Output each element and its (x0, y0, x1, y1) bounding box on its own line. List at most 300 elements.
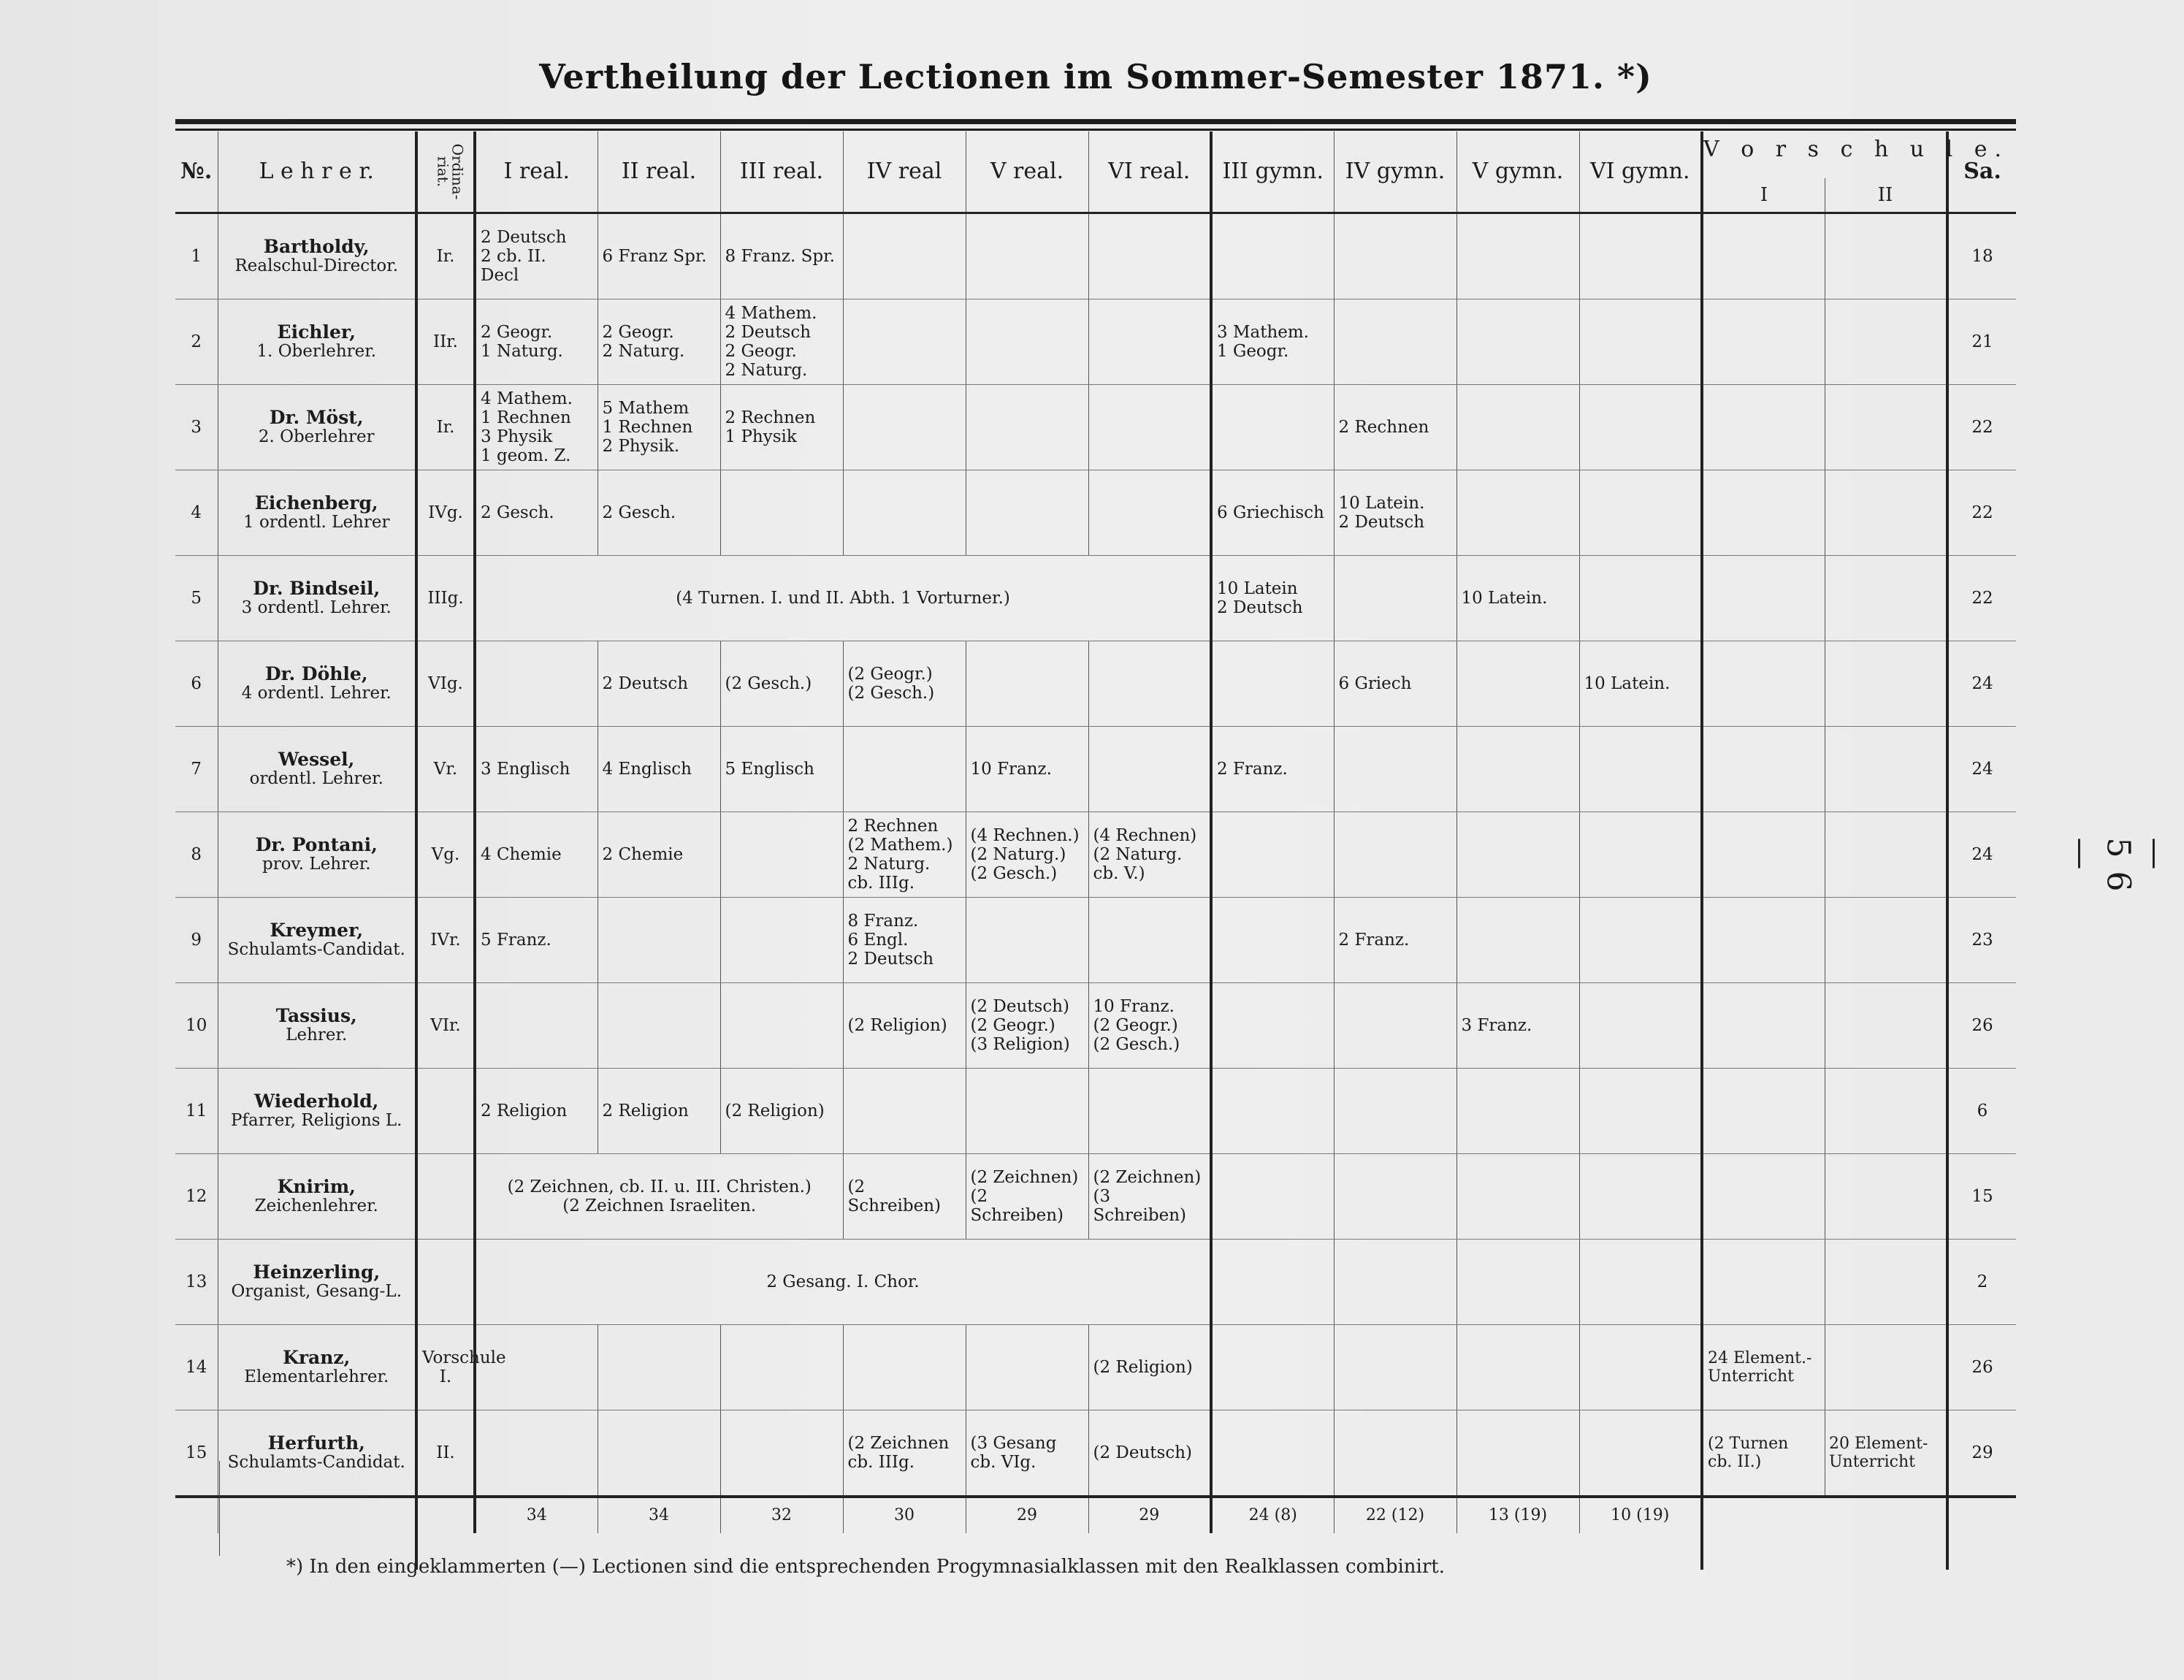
vorschule-cell (1702, 641, 1947, 727)
teacher-title: Realschul-Director. (234, 256, 399, 275)
header-class: VI real. (1088, 131, 1211, 213)
lesson-cell (1211, 1410, 1334, 1497)
lesson-cell (720, 898, 843, 983)
teacher-cell (218, 812, 416, 898)
lesson-cell: 3 Englisch (475, 727, 597, 812)
ordinariat-cell: Vr. (416, 727, 475, 812)
teacher-cell (218, 385, 416, 470)
lesson-cell (1456, 812, 1579, 898)
teacher-cell (218, 1240, 416, 1325)
lesson-cell (1456, 641, 1579, 727)
vorschule-I: I (1760, 184, 1768, 206)
row-total: 22 (1947, 385, 2016, 470)
table-row (175, 812, 2016, 898)
lesson-cell: 5 Franz. (475, 898, 597, 983)
vorschule-II-lesson: 20 Element- Unterricht (1829, 1435, 1928, 1471)
totals-spacer (175, 1497, 218, 1533)
header-ordinariat-label: Ordina- riat. (434, 143, 467, 199)
lesson-cell (475, 641, 597, 727)
lesson-cell: (2 Zeichnen) (3 Schreiben) (1088, 1154, 1211, 1240)
lesson-cell (843, 1325, 966, 1410)
ordinariat-cell (416, 1240, 475, 1325)
teacher-name: Bartholdy, (263, 236, 370, 257)
totals-row (175, 1497, 2016, 1533)
lesson-cell (1211, 1154, 1334, 1240)
teacher-title: Lehrer. (286, 1026, 348, 1045)
row-number: 11 (175, 1069, 218, 1154)
totals-spacer (218, 1497, 416, 1533)
teacher-cell (218, 213, 416, 299)
lesson-cell: 8 Franz. 6 Engl. 2 Deutsch (843, 898, 966, 983)
ordinariat-cell: Ir. (416, 385, 475, 470)
top-rule-thin (175, 129, 2016, 131)
row-total: 26 (1947, 983, 2016, 1069)
teacher-name: Eichler, (277, 321, 356, 343)
teacher-name: Wiederhold, (254, 1091, 379, 1112)
row-number: 1 (175, 213, 218, 299)
lesson-cell: (2 Religion) (843, 983, 966, 1069)
lesson-cell (1579, 727, 1702, 812)
lesson-cell (1211, 1240, 1334, 1325)
teacher-cell (218, 556, 416, 641)
row-total: 23 (1947, 898, 2016, 983)
top-rule (175, 119, 2016, 124)
lesson-cell (1211, 213, 1334, 299)
tail-cell (1456, 1533, 1579, 1570)
lesson-cell (1088, 727, 1211, 812)
lesson-cell (1579, 1325, 1702, 1410)
row-total: 22 (1947, 556, 2016, 641)
lesson-cell (966, 1069, 1088, 1154)
row-total: 21 (1947, 299, 2016, 385)
table-row (175, 1240, 2016, 1325)
lesson-cell (1456, 470, 1579, 556)
lesson-cell (1334, 1325, 1456, 1410)
teacher-title: ordentl. Lehrer. (249, 769, 383, 788)
lesson-cell (1211, 385, 1334, 470)
teacher-title: 1. Oberlehrer. (256, 342, 377, 361)
vorschule-II: II (1877, 184, 1893, 206)
lesson-cell: 3 Franz. (1456, 983, 1579, 1069)
lesson-cell (1211, 641, 1334, 727)
lesson-cell (843, 727, 966, 812)
table-row (175, 470, 2016, 556)
header-ordinariat (416, 131, 475, 213)
lesson-cell (1456, 1410, 1579, 1497)
row-total: 2 (1947, 1240, 2016, 1325)
lesson-cell: (3 Gesang cb. VIg. (966, 1410, 1088, 1497)
teacher-name: Dr. Bindseil, (253, 578, 381, 599)
teacher-title: prov. Lehrer. (261, 855, 371, 874)
lesson-cell (966, 299, 1088, 385)
lesson-cell (1334, 556, 1456, 641)
lesson-cell: 2 Chemie (597, 812, 720, 898)
teacher-name: Herfurth, (267, 1432, 365, 1454)
lesson-cell (597, 983, 720, 1069)
row-number: 2 (175, 299, 218, 385)
lesson-cell: 2 Gesch. (475, 470, 597, 556)
vorschule-cell (1702, 1240, 1947, 1325)
teacher-name: Dr. Döhle, (264, 663, 368, 684)
row-number: 5 (175, 556, 218, 641)
lesson-cell (1088, 898, 1211, 983)
table-row (175, 1325, 2016, 1410)
tail-cell (1579, 1533, 1702, 1570)
table-row (175, 983, 2016, 1069)
lesson-cell: 2 Religion (597, 1069, 720, 1154)
lesson-cell (1579, 812, 1702, 898)
lesson-cell (966, 1325, 1088, 1410)
ordinariat-cell: VIr. (416, 983, 475, 1069)
ordinariat-cell: Vg. (416, 812, 475, 898)
teacher-cell (218, 983, 416, 1069)
lesson-cell: 6 Franz Spr. (597, 213, 720, 299)
teacher-name: Eichenberg, (254, 492, 378, 513)
header-class: II real. (597, 131, 720, 213)
header-class: IV real (843, 131, 966, 213)
lesson-cell (1456, 1325, 1579, 1410)
teacher-name: Wessel, (278, 749, 355, 770)
lesson-cell (843, 1069, 966, 1154)
lesson-cell: 2 Rechnen 1 Physik (720, 385, 843, 470)
row-total: 24 (1947, 641, 2016, 727)
vorschule-cell (1702, 1410, 1947, 1497)
table-row (175, 641, 2016, 727)
lesson-cell: 2 Geogr. 1 Naturg. (475, 299, 597, 385)
left-stub-line (219, 1461, 220, 1556)
lesson-cell (1211, 812, 1334, 898)
lesson-cell (1579, 1069, 1702, 1154)
combined-lesson-cell: (2 Zeichnen, cb. II. u. III. Christen.) (2 Zeichnen Israeliten. (475, 1154, 843, 1240)
row-total: 18 (1947, 213, 2016, 299)
ordinariat-cell: IVg. (416, 470, 475, 556)
lesson-cell (1456, 1240, 1579, 1325)
footnote: *) In den eingeklammerten (—) Lectionen sind die entsprechenden Progymnasialklassen mit den Realklassen combinirt. (286, 1556, 1445, 1578)
lesson-cell (597, 1410, 720, 1497)
lesson-cell (1456, 898, 1579, 983)
row-number: 13 (175, 1240, 218, 1325)
teacher-title: 4 ordentl. Lehrer. (241, 684, 392, 703)
header-class: III real. (720, 131, 843, 213)
ordinariat-cell: VIg. (416, 641, 475, 727)
lesson-cell (597, 1325, 720, 1410)
totals-sa (1947, 1497, 2016, 1533)
lesson-cell: 10 Latein. 2 Deutsch (1334, 470, 1456, 556)
teacher-cell (218, 641, 416, 727)
lesson-cell (1334, 1154, 1456, 1240)
vorschule-cell (1702, 983, 1947, 1069)
lesson-cell (966, 641, 1088, 727)
lesson-cell (1579, 1410, 1702, 1497)
ordinariat-cell (416, 1069, 475, 1154)
vorschule-cell (1702, 299, 1947, 385)
row-number: 6 (175, 641, 218, 727)
table-row (175, 213, 2016, 299)
teacher-name: Dr. Möst, (269, 407, 364, 428)
lesson-cell: 2 Deutsch (597, 641, 720, 727)
table-row (175, 1154, 2016, 1240)
table-row (175, 898, 2016, 983)
lesson-cell: 2 Deutsch 2 cb. II. Decl (475, 213, 597, 299)
lesson-cell (1579, 983, 1702, 1069)
class-total: 22 (12) (1334, 1497, 1456, 1533)
class-total: 29 (966, 1497, 1088, 1533)
lesson-cell: 10 Latein. (1456, 556, 1579, 641)
lesson-cell: (2 Religion) (720, 1069, 843, 1154)
tail-cell (1702, 1533, 1947, 1570)
lesson-cell (1088, 1069, 1211, 1154)
lesson-cell: 2 Geogr. 2 Naturg. (597, 299, 720, 385)
table-row (175, 1069, 2016, 1154)
row-number: 14 (175, 1325, 218, 1410)
row-number: 8 (175, 812, 218, 898)
totals-spacer (416, 1497, 475, 1533)
lesson-cell (720, 812, 843, 898)
teacher-cell (218, 898, 416, 983)
lesson-cell: 10 Latein. (1579, 641, 1702, 727)
lesson-cell (1211, 1069, 1334, 1154)
teacher-cell (218, 470, 416, 556)
lesson-cell: 2 Franz. (1211, 727, 1334, 812)
vorschule-cell (1702, 727, 1947, 812)
lesson-cell (843, 213, 966, 299)
vorschule-I-lesson: 24 Element.- Unterricht (1708, 1349, 1812, 1386)
teacher-cell (218, 1410, 416, 1497)
class-total: 10 (19) (1579, 1497, 1702, 1533)
lesson-cell (1088, 641, 1211, 727)
teacher-title: Schulamts-Candidat. (227, 940, 405, 959)
lesson-cell (1334, 299, 1456, 385)
lesson-cell (1334, 1410, 1456, 1497)
lesson-cell (1456, 385, 1579, 470)
header-class: V real. (966, 131, 1088, 213)
vorschule-cell (1702, 470, 1947, 556)
lesson-cell (1579, 213, 1702, 299)
header-nr: №. (175, 131, 218, 213)
lesson-cell: 2 Rechnen (2 Mathem.) 2 Naturg. cb. IIIg. (843, 812, 966, 898)
table-header-row (175, 131, 2016, 213)
lesson-cell (1456, 727, 1579, 812)
header-class: IV gymn. (1334, 131, 1456, 213)
lesson-cell: 5 Englisch (720, 727, 843, 812)
page-number: — 56 — (2062, 837, 2175, 905)
class-total: 13 (19) (1456, 1497, 1579, 1533)
teacher-name: Heinzerling, (253, 1261, 381, 1283)
lesson-cell (475, 1410, 597, 1497)
vorschule-I-lesson: (2 Turnen cb. II.) (1708, 1435, 1789, 1471)
ordinariat-cell: Ir. (416, 213, 475, 299)
table-row (175, 727, 2016, 812)
lesson-cell (720, 1410, 843, 1497)
lesson-cell (843, 385, 966, 470)
lesson-cell: 4 Mathem. 1 Rechnen 3 Physik 1 geom. Z. (475, 385, 597, 470)
row-number: 3 (175, 385, 218, 470)
lesson-cell (1211, 1325, 1334, 1410)
lesson-cell: 2 Franz. (1334, 898, 1456, 983)
lesson-cell (1579, 1154, 1702, 1240)
lesson-cell (966, 898, 1088, 983)
table-row (175, 1410, 2016, 1497)
ordinariat-cell: II. (416, 1410, 475, 1497)
lesson-cell (1456, 213, 1579, 299)
lesson-cell (1211, 898, 1334, 983)
vorschule-cell (1702, 1154, 1947, 1240)
lesson-cell (1456, 1069, 1579, 1154)
row-number: 4 (175, 470, 218, 556)
lesson-cell (1334, 1069, 1456, 1154)
lesson-cell (720, 1325, 843, 1410)
row-number: 7 (175, 727, 218, 812)
lesson-cell: (4 Rechnen) (2 Naturg. cb. V.) (1088, 812, 1211, 898)
tail-cell (1947, 1533, 2016, 1570)
lesson-cell (1579, 556, 1702, 641)
table-row (175, 299, 2016, 385)
header-class: VI gymn. (1579, 131, 1702, 213)
lesson-cell (1211, 983, 1334, 1069)
totals-vorschule (1702, 1497, 1947, 1533)
lesson-cell: (2 Geogr.) (2 Gesch.) (843, 641, 966, 727)
class-total: 30 (843, 1497, 966, 1533)
lesson-cell: 10 Latein 2 Deutsch (1211, 556, 1334, 641)
row-number: 12 (175, 1154, 218, 1240)
lesson-cell: 5 Mathem 1 Rechnen 2 Physik. (597, 385, 720, 470)
lesson-cell (1334, 213, 1456, 299)
lesson-distribution-table (175, 131, 2016, 1570)
vorschule-cell (1702, 213, 1947, 299)
header-class: III gymn. (1211, 131, 1334, 213)
lesson-cell (1579, 898, 1702, 983)
teacher-title: Pfarrer, Religions L. (231, 1111, 402, 1130)
lesson-cell (475, 1325, 597, 1410)
table-row (175, 556, 2016, 641)
teacher-cell (218, 727, 416, 812)
lesson-cell: 2 Gesch. (597, 470, 720, 556)
row-total: 24 (1947, 812, 2016, 898)
vorschule-cell (1702, 898, 1947, 983)
lesson-cell (1088, 299, 1211, 385)
ordinariat-cell: Vorschule I. (416, 1325, 475, 1410)
lesson-cell: (4 Rechnen.) (2 Naturg.) (2 Gesch.) (966, 812, 1088, 898)
table-row (175, 385, 2016, 470)
teacher-title: Schulamts-Candidat. (227, 1453, 405, 1472)
tail-cell (175, 1533, 218, 1570)
teacher-title: 1 ordentl. Lehrer (243, 513, 390, 532)
lesson-cell (843, 470, 966, 556)
lesson-cell (1579, 385, 1702, 470)
row-total: 26 (1947, 1325, 2016, 1410)
page-title: Vertheilung der Lectionen im Sommer-Semester 1871. *) (539, 57, 1652, 96)
lesson-cell (1088, 385, 1211, 470)
row-number: 15 (175, 1410, 218, 1497)
ordinariat-cell (416, 1154, 475, 1240)
lesson-cell (1334, 983, 1456, 1069)
lesson-cell (1334, 727, 1456, 812)
vorschule-cell (1702, 1325, 1947, 1410)
row-total: 29 (1947, 1410, 2016, 1497)
lesson-cell (1088, 213, 1211, 299)
lesson-cell (1334, 1240, 1456, 1325)
lesson-cell: (2 Deutsch) (1088, 1410, 1211, 1497)
header-class: I real. (475, 131, 597, 213)
lesson-cell: (2 Religion) (1088, 1325, 1211, 1410)
teacher-name: Tassius, (275, 1005, 357, 1026)
lesson-cell (1579, 470, 1702, 556)
header-lehrer: L e h r e r. (218, 131, 416, 213)
lesson-cell: 2 Rechnen (1334, 385, 1456, 470)
lesson-cell: 10 Franz. (2 Geogr.) (2 Gesch.) (1088, 983, 1211, 1069)
teacher-cell (218, 299, 416, 385)
lesson-cell (1579, 1240, 1702, 1325)
lesson-cell: (2 Zeichnen cb. IIIg. (843, 1410, 966, 1497)
lesson-cell (1334, 812, 1456, 898)
lesson-cell: (2 Schreiben) (843, 1154, 966, 1240)
lesson-cell: 10 Franz. (966, 727, 1088, 812)
vorschule-cell (1702, 1069, 1947, 1154)
vorschule-title: V o r s c h u l e. (1703, 137, 2009, 162)
header-class: V gymn. (1456, 131, 1579, 213)
teacher-cell (218, 1325, 416, 1410)
row-total: 24 (1947, 727, 2016, 812)
class-total: 24 (8) (1211, 1497, 1334, 1533)
header-sa: Sa. (1947, 131, 2016, 213)
teacher-name: Kranz, (283, 1347, 351, 1368)
lesson-cell (720, 983, 843, 1069)
lesson-cell (1456, 1154, 1579, 1240)
class-total: 32 (720, 1497, 843, 1533)
lesson-cell (966, 470, 1088, 556)
lesson-cell (1579, 299, 1702, 385)
vorschule-cell (1702, 385, 1947, 470)
lesson-cell: (2 Gesch.) (720, 641, 843, 727)
lesson-cell: 4 Chemie (475, 812, 597, 898)
ordinariat-cell: IVr. (416, 898, 475, 983)
row-total: 6 (1947, 1069, 2016, 1154)
lesson-cell (720, 470, 843, 556)
teacher-title: 3 ordentl. Lehrer. (241, 598, 392, 617)
teacher-title: Elementarlehrer. (244, 1367, 389, 1386)
lesson-cell: 4 Mathem. 2 Deutsch 2 Geogr. 2 Naturg. (720, 299, 843, 385)
lesson-cell (966, 213, 1088, 299)
combined-lesson-cell: 2 Gesang. I. Chor. (475, 1240, 1211, 1325)
lesson-cell: 6 Griech (1334, 641, 1456, 727)
teacher-cell (218, 1069, 416, 1154)
lesson-cell (843, 299, 966, 385)
lesson-cell (1088, 470, 1211, 556)
vorschule-cell (1702, 812, 1947, 898)
teacher-title: Zeichenlehrer. (254, 1196, 378, 1215)
lesson-cell: 3 Mathem. 1 Geogr. (1211, 299, 1334, 385)
row-number: 10 (175, 983, 218, 1069)
combined-lesson-cell: (4 Turnen. I. und II. Abth. 1 Vorturner.) (475, 556, 1211, 641)
class-total: 34 (475, 1497, 597, 1533)
lesson-cell: 8 Franz. Spr. (720, 213, 843, 299)
lesson-cell: (2 Deutsch) (2 Geogr.) (3 Religion) (966, 983, 1088, 1069)
ordinariat-cell: IIIg. (416, 556, 475, 641)
lesson-cell: 2 Religion (475, 1069, 597, 1154)
teacher-title: 2. Oberlehrer (258, 427, 375, 446)
teacher-name: Dr. Pontani, (255, 834, 378, 855)
teacher-title: Organist, Gesang-L. (231, 1282, 402, 1301)
teacher-name: Knirim, (277, 1176, 356, 1197)
lesson-cell (475, 983, 597, 1069)
vorschule-cell (1702, 556, 1947, 641)
lesson-cell (966, 385, 1088, 470)
teacher-name: Kreymer, (270, 920, 364, 941)
ordinariat-cell: IIr. (416, 299, 475, 385)
lesson-cell (1456, 299, 1579, 385)
row-total: 15 (1947, 1154, 2016, 1240)
row-total: 22 (1947, 470, 2016, 556)
